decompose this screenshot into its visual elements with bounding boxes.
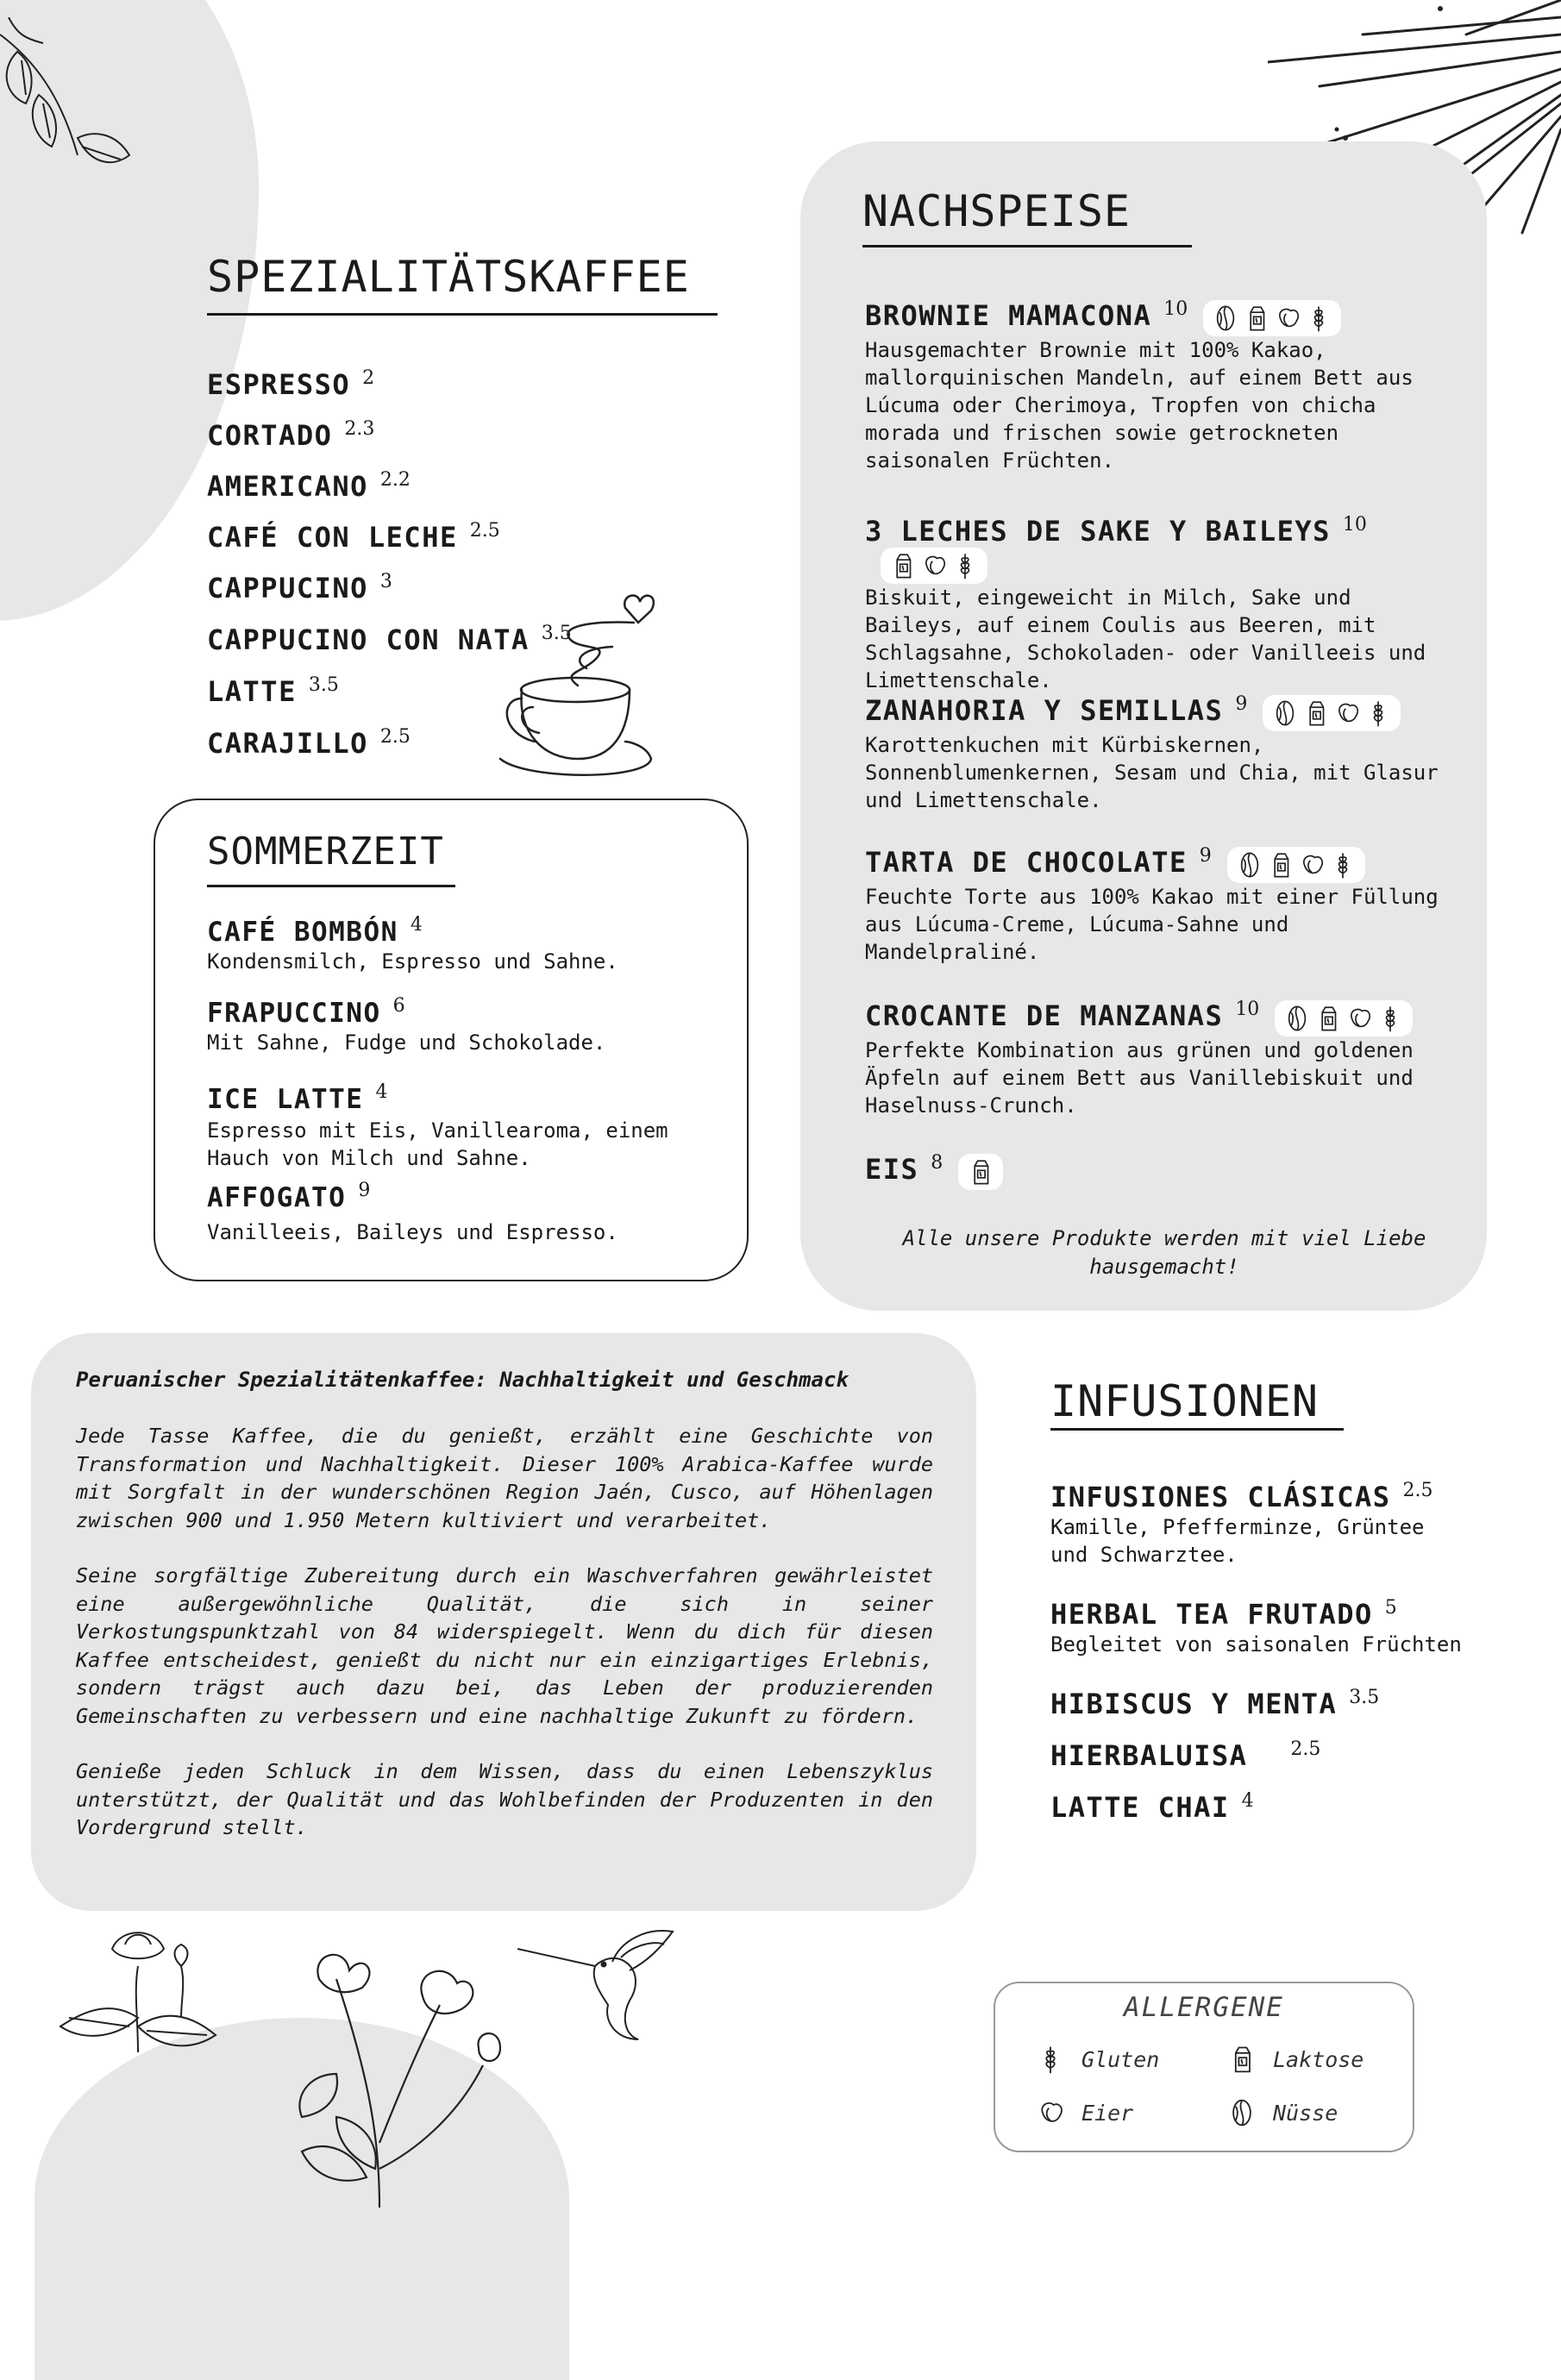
nuts-icon xyxy=(1282,1004,1312,1033)
nuts-icon xyxy=(1211,304,1240,333)
flowers-center-icon xyxy=(285,1945,509,2208)
nachspeise-footer: Alle unsere Produkte werden mit viel Liebe hausgemacht! xyxy=(902,1226,1426,1279)
dessert-item xyxy=(865,1152,1469,1190)
floral-sprig-icon xyxy=(0,17,147,190)
item-price: 4 xyxy=(1241,1790,1254,1812)
hummingbird-icon xyxy=(517,1923,681,2044)
nuts-icon xyxy=(1270,698,1300,728)
item-price: 3.5 xyxy=(308,674,339,696)
item-price: 2.3 xyxy=(344,418,375,440)
section-title-spezialitaet: SPEZIALITÄTSKAFFEE xyxy=(207,252,690,302)
item-price: 3.5 xyxy=(1349,1687,1380,1708)
egg-icon xyxy=(1345,1004,1374,1033)
title-underline xyxy=(207,313,718,316)
egg-icon xyxy=(1273,304,1302,333)
item-name: HIERBALUISA xyxy=(1050,1739,1248,1772)
item-price: 5 xyxy=(1384,1597,1397,1619)
item-name: AFFOGATO xyxy=(207,1182,347,1213)
item-description: Feuchte Torte aus 100% Kakao mit einer Füllung aus Lúcuma-Creme, Lúcuma-Sahne und Mandelpraliné. xyxy=(865,884,1439,964)
menu-item xyxy=(1050,1790,1254,1824)
gluten-icon xyxy=(1328,850,1357,880)
item-name: CARAJILLO xyxy=(207,727,368,760)
item-name: LATTE xyxy=(207,675,297,708)
title-underline xyxy=(1050,1428,1344,1431)
item-description: Vanilleeis, Baileys und Espresso. xyxy=(207,1220,618,1244)
item-name: 3 LECHES DE SAKE Y BAILEYS xyxy=(865,515,1331,548)
dessert-item xyxy=(865,845,1469,966)
allergen-label: Laktose xyxy=(1273,2046,1364,2072)
menu-item xyxy=(207,1180,724,1246)
story-heading: Peruanischer Spezialitätenkaffee: Nachhaltigkeit und Geschmack xyxy=(76,1368,849,1392)
egg-icon xyxy=(1332,698,1362,728)
item-price: 3 xyxy=(379,571,392,592)
item-price: 8 xyxy=(931,1152,943,1174)
item-price: 9 xyxy=(1199,845,1212,867)
menu-item xyxy=(207,914,724,975)
menu-item xyxy=(207,418,572,469)
item-price: 2.2 xyxy=(379,469,411,491)
item-price: 3.5 xyxy=(541,623,572,644)
title-underline xyxy=(862,245,1192,247)
item-description: Begleitet von saisonalen Früchten xyxy=(1050,1632,1462,1657)
item-name: CROCANTE DE MANZANAS xyxy=(865,999,1224,1032)
menu-item xyxy=(207,520,572,571)
allergen-icons xyxy=(1227,847,1365,883)
menu-item xyxy=(207,1080,716,1172)
item-name: CAFÉ CON LECHE xyxy=(207,521,458,554)
item-name: HIBISCUS Y MENTA xyxy=(1050,1688,1338,1720)
story-paragraph: Genieße jeden Schluck in dem Wissen, dass du einen Lebenszyklus unterstützt, der Qualität und das Wohlbefinden der Produzenten in den Vordergrund stellt. xyxy=(76,1759,933,1839)
allergen-label: Eier xyxy=(1081,2100,1134,2126)
dessert-item xyxy=(865,999,1469,1119)
item-price: 9 xyxy=(1235,693,1248,715)
item-price: 10 xyxy=(1163,298,1188,320)
item-name: HERBAL TEA FRUTADO xyxy=(1050,1598,1373,1631)
item-name: ESPRESSO xyxy=(207,368,351,401)
item-name: CAPPUCINO CON NATA xyxy=(207,623,530,656)
item-price: 2.5 xyxy=(1290,1738,1321,1760)
dessert-item xyxy=(865,693,1469,814)
nuts-icon xyxy=(1226,2097,1257,2128)
allergen-icons xyxy=(1263,695,1401,731)
lactose-icon xyxy=(888,551,918,580)
egg-icon xyxy=(919,551,949,580)
allergene-title: ALLERGENE xyxy=(1124,1992,1284,2023)
allergen-legend-entry xyxy=(1035,2097,1133,2128)
item-price: 10 xyxy=(1235,999,1260,1020)
dessert-item xyxy=(865,514,1469,694)
title-underline xyxy=(207,885,455,887)
item-price: 2.5 xyxy=(1402,1480,1433,1501)
item-price: 2.5 xyxy=(469,520,500,542)
lactose-icon xyxy=(1266,850,1295,880)
lactose-icon xyxy=(1313,1004,1343,1033)
allergen-label: Nüsse xyxy=(1273,2100,1338,2126)
gluten-icon xyxy=(950,551,980,580)
allergen-legend-entry xyxy=(1035,2044,1159,2075)
item-price: 2.5 xyxy=(379,726,411,748)
item-name: LATTE CHAI xyxy=(1050,1791,1230,1824)
gluten-icon xyxy=(1376,1004,1405,1033)
menu-item xyxy=(1050,1480,1559,1569)
section-title-infusionen: INFUSIONEN xyxy=(1050,1376,1320,1426)
item-price: 10 xyxy=(1342,514,1367,536)
gluten-icon xyxy=(1364,698,1393,728)
story-text xyxy=(76,1422,933,1842)
item-name: INFUSIONES CLÁSICAS xyxy=(1050,1481,1391,1513)
section-title-nachspeise: NACHSPEISE xyxy=(862,186,1132,236)
menu-item xyxy=(207,995,724,1056)
item-description: Espresso mit Eis, Vanillearoma, einem Hauch von Milch und Sahne. xyxy=(207,1118,668,1170)
item-description: Karottenkuchen mit Kürbiskernen, Sonnenblumenkernen, Sesam und Chia, mit Glasur und Limettenschale. xyxy=(865,732,1439,812)
lactose-icon xyxy=(1226,2044,1257,2075)
menu-item xyxy=(1050,1597,1559,1658)
item-description: Kondensmilch, Espresso und Sahne. xyxy=(207,949,618,974)
section-title-sommerzeit: SOMMERZEIT xyxy=(207,830,444,874)
item-name: AMERICANO xyxy=(207,470,368,503)
item-name: EIS xyxy=(865,1153,919,1186)
menu-item xyxy=(207,367,572,418)
item-description: Biskuit, eingeweicht in Milch, Sake und Baileys, auf einem Coulis aus Beeren, mit Schlagsahne, Schokoladen- oder Vanilleeis und Limettenschale. xyxy=(865,586,1426,692)
allergen-label: Gluten xyxy=(1081,2046,1160,2072)
nuts-icon xyxy=(1235,850,1264,880)
item-price: 4 xyxy=(375,1081,388,1103)
item-description: Mit Sahne, Fudge und Schokolade. xyxy=(207,1030,606,1055)
item-price: 4 xyxy=(410,914,423,936)
egg-icon xyxy=(1297,850,1326,880)
item-price: 9 xyxy=(358,1180,371,1201)
allergen-icons xyxy=(1203,300,1341,336)
lactose-icon xyxy=(966,1157,995,1187)
allergen-icons xyxy=(958,1154,1003,1190)
item-price: 2 xyxy=(362,367,375,389)
item-name: CORTADO xyxy=(207,419,333,452)
item-name: CAFÉ BOMBÓN xyxy=(207,917,398,948)
item-name: ZANAHORIA Y SEMILLAS xyxy=(865,694,1224,727)
item-name: BROWNIE MAMACONA xyxy=(865,299,1152,332)
item-price: 6 xyxy=(392,995,405,1017)
flowers-left-icon xyxy=(52,1923,224,2061)
allergen-icons xyxy=(881,548,987,584)
story-paragraph: Jede Tasse Kaffee, die du genießt, erzählt eine Geschichte von Transformation und Nachhaltigkeit. Dieser 100% Arabica-Kaffee wurde mit Sorgfalt in der wunderschönen Region Jaén, Cusco, auf Höhenlagen zwischen 900 und 1.950 Metern kultiviert und verarbeitet. xyxy=(76,1424,933,1532)
allergen-legend-entry xyxy=(1226,2044,1364,2075)
lactose-icon xyxy=(1301,698,1331,728)
allergen-icons xyxy=(1275,1000,1413,1037)
menu-item xyxy=(207,469,572,520)
coffee-cup-icon xyxy=(492,586,681,776)
story-paragraph: Seine sorgfältige Zubereitung durch ein Waschverfahren gewährleistet eine außergewöhnliche Qualität, die sich in seiner Verkostungspunktzahl von 84 widerspiegelt. Wenn du dich für diesen Kaffee entscheidest, genießt du nicht nur ein einzigartiges Erlebnis, sondern trägst auch dazu bei, das Leben der produzierenden Gemeinschaften zu verbessern und eine nachhaltige Zukunft zu fördern. xyxy=(76,1563,933,1728)
item-name: CAPPUCINO xyxy=(207,572,368,604)
item-description: Kamille, Pfefferminze, Grüntee und Schwarztee. xyxy=(1050,1515,1425,1567)
lactose-icon xyxy=(1242,304,1271,333)
item-name: ICE LATTE xyxy=(207,1084,364,1115)
item-name: FRAPUCCINO xyxy=(207,998,381,1029)
dessert-item xyxy=(865,298,1469,474)
menu-item xyxy=(1050,1687,1379,1720)
item-name: TARTA DE CHOCOLATE xyxy=(865,846,1188,879)
item-description: Perfekte Kombination aus grünen und goldenen Äpfeln auf einem Bett aus Vanillebiskuit und Haselnuss-Crunch. xyxy=(865,1037,1414,1118)
egg-icon xyxy=(1035,2097,1066,2128)
allergen-legend-entry xyxy=(1226,2097,1338,2128)
menu-item xyxy=(1050,1738,1320,1772)
gluten-icon xyxy=(1035,2044,1066,2075)
item-description: Hausgemachter Brownie mit 100% Kakao, mallorquinischen Mandeln, auf einem Bett aus Lúcuma oder Cherimoya, Tropfen von chicha morada und frischen sowie getrockneten saisonalen Früchten. xyxy=(865,337,1414,473)
gluten-icon xyxy=(1304,304,1333,333)
